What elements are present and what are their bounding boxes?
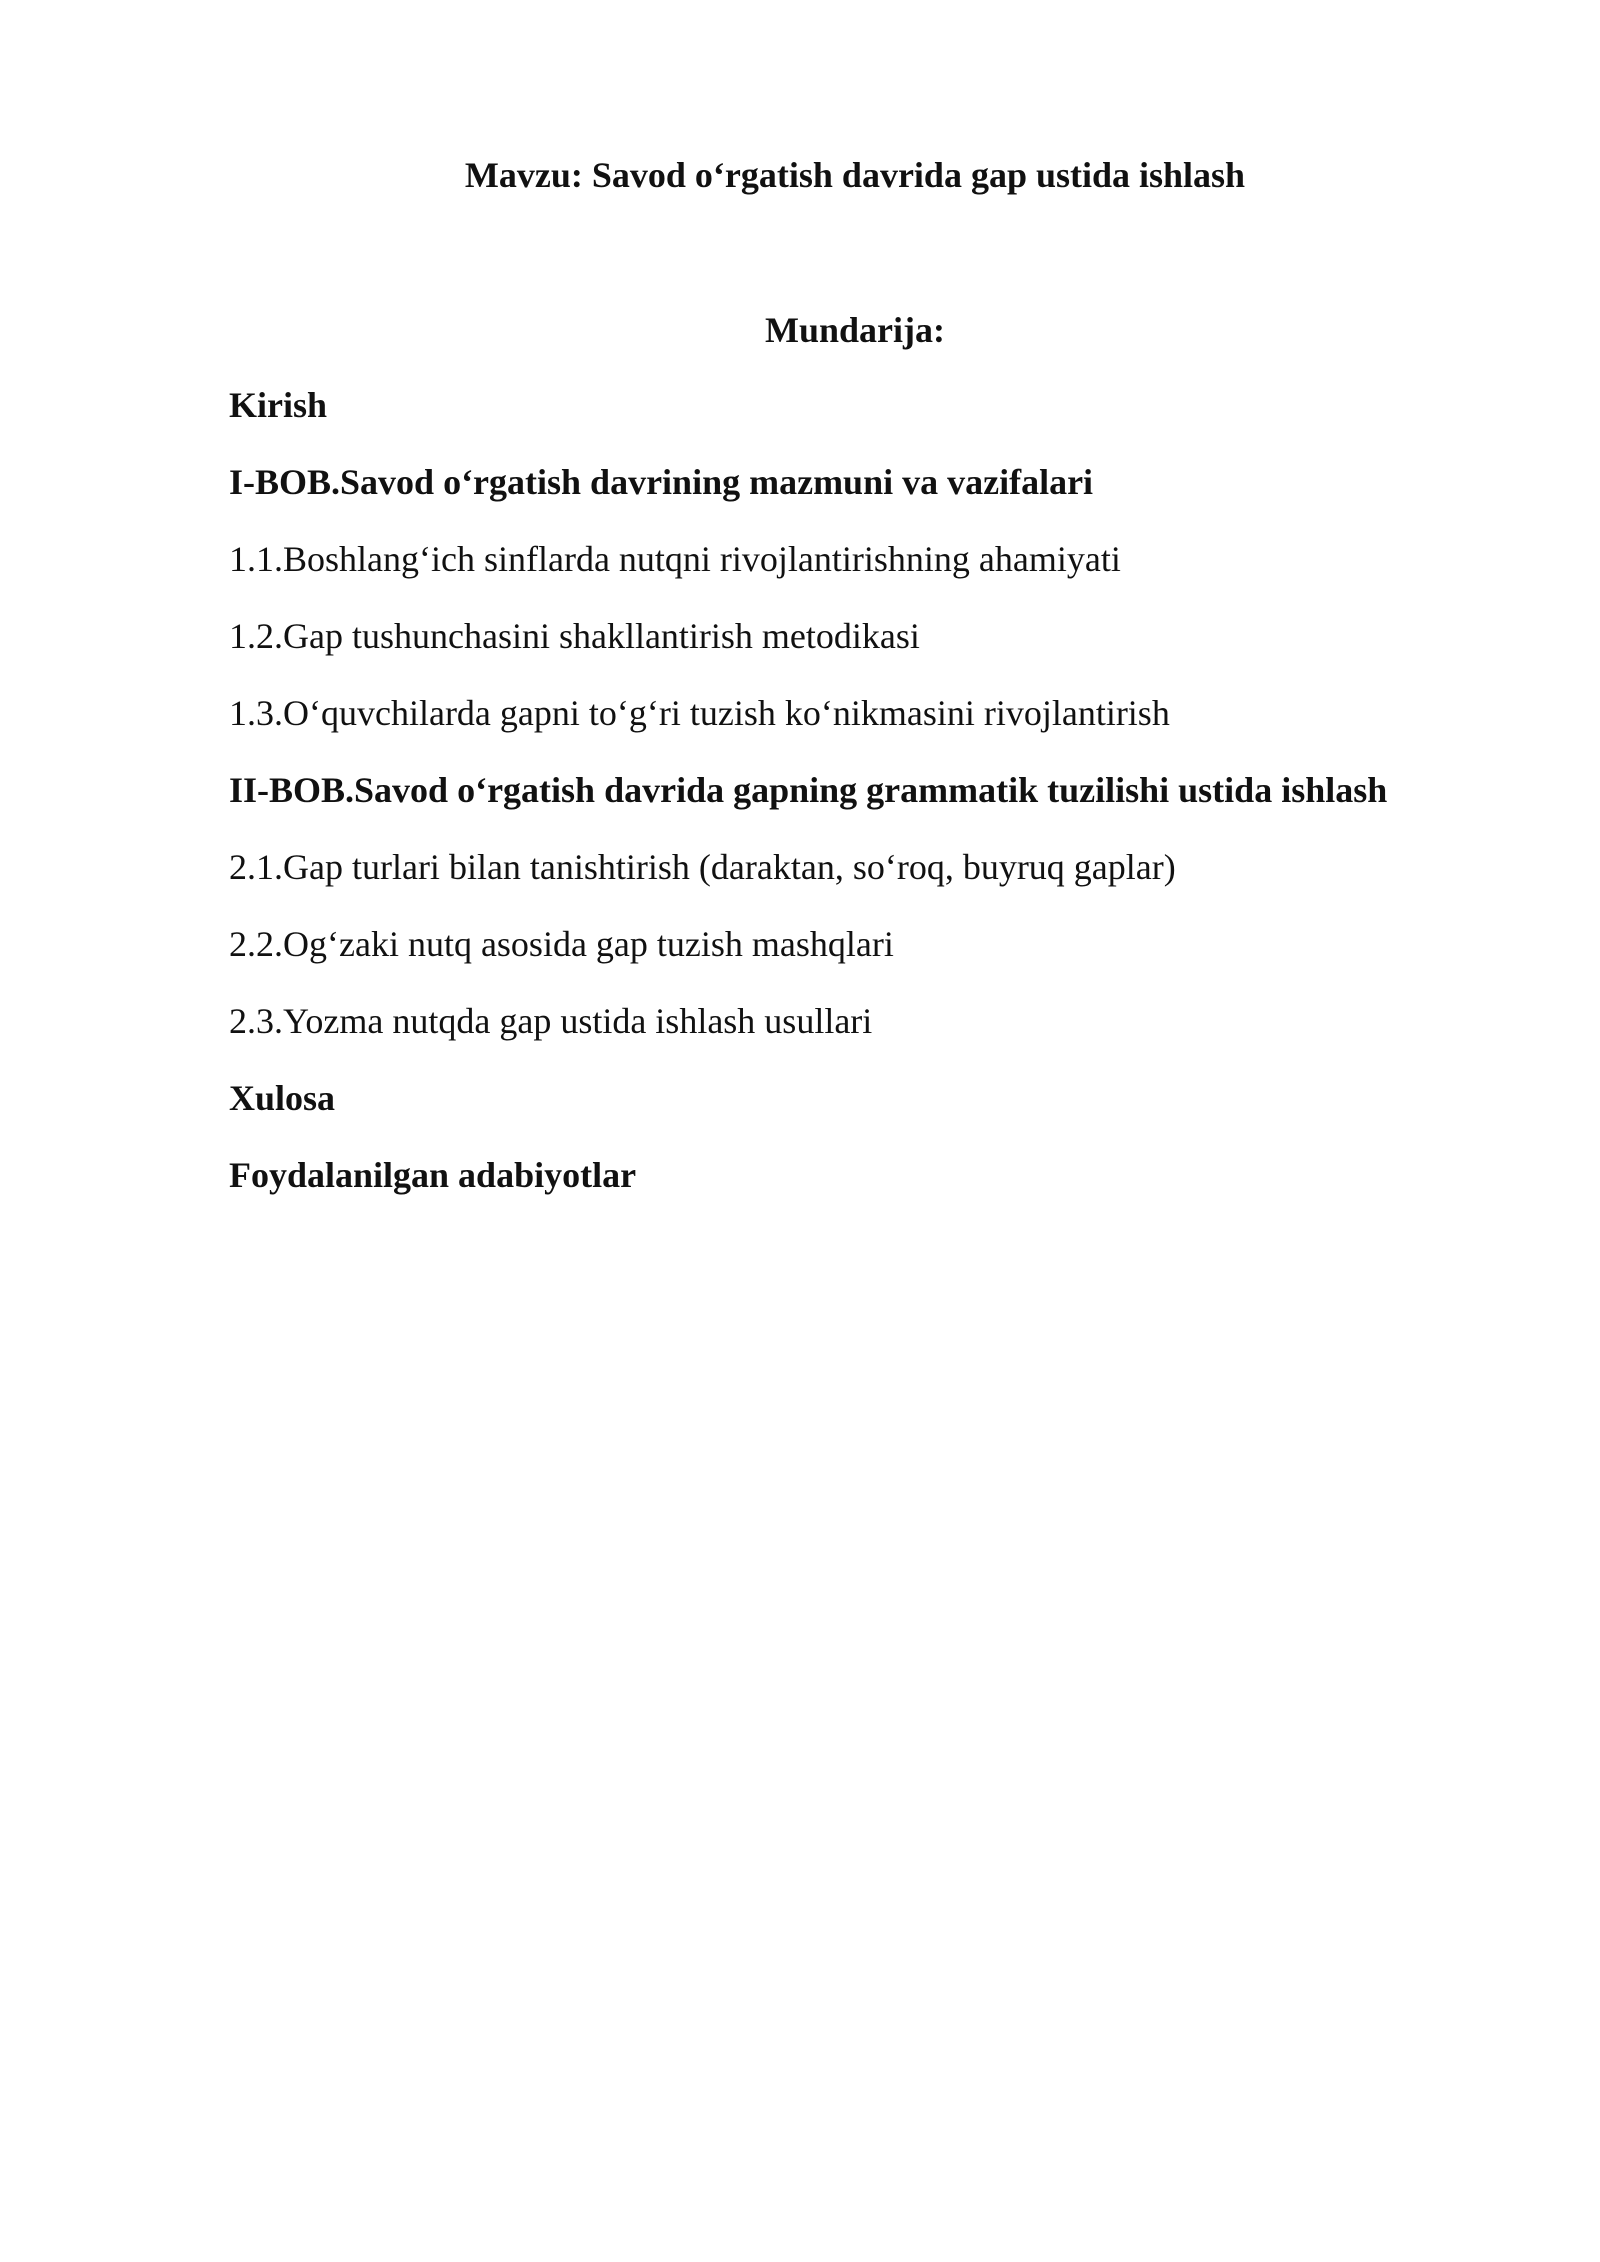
document-title: Mavzu: Savod o‘rgatish davrida gap ustida ishlash <box>464 155 1246 195</box>
toc-item-section-1-2: 1.2.Gap tushunchasini shakllantirish metodikasi <box>229 616 920 656</box>
toc-item-section-2-3: 2.3.Yozma nutqda gap ustida ishlash usullari <box>229 1001 873 1041</box>
toc-item-chapter-2: II-BOB.Savod o‘rgatish davrida gapning grammatik tuzilishi ustida ishlash <box>229 770 1388 810</box>
toc-item-chapter-1: I-BOB.Savod o‘rgatish davrining mazmuni va vazifalari <box>229 462 1094 502</box>
toc-item-section-1-3: 1.3.O‘quvchilarda gapni to‘g‘ri tuzish ko‘nikmasini rivojlantirish <box>229 693 1170 733</box>
toc-item-section-2-2: 2.2.Og‘zaki nutq asosida gap tuzish mashqlari <box>229 924 894 964</box>
contents-heading: Mundarija: <box>765 310 945 350</box>
toc-item-introduction: Kirish <box>229 385 328 425</box>
toc-item-section-1-1: 1.1.Boshlang‘ich sinflarda nutqni rivojlantirishning ahamiyati <box>229 539 1121 579</box>
toc-item-conclusion: Xulosa <box>229 1078 336 1118</box>
toc-item-references: Foydalanilgan adabiyotlar <box>229 1155 637 1195</box>
table-of-contents <box>229 380 1569 1227</box>
toc-item-section-2-1: 2.1.Gap turlari bilan tanishtirish (daraktan, so‘roq, buyruq gaplar) <box>229 847 1176 887</box>
